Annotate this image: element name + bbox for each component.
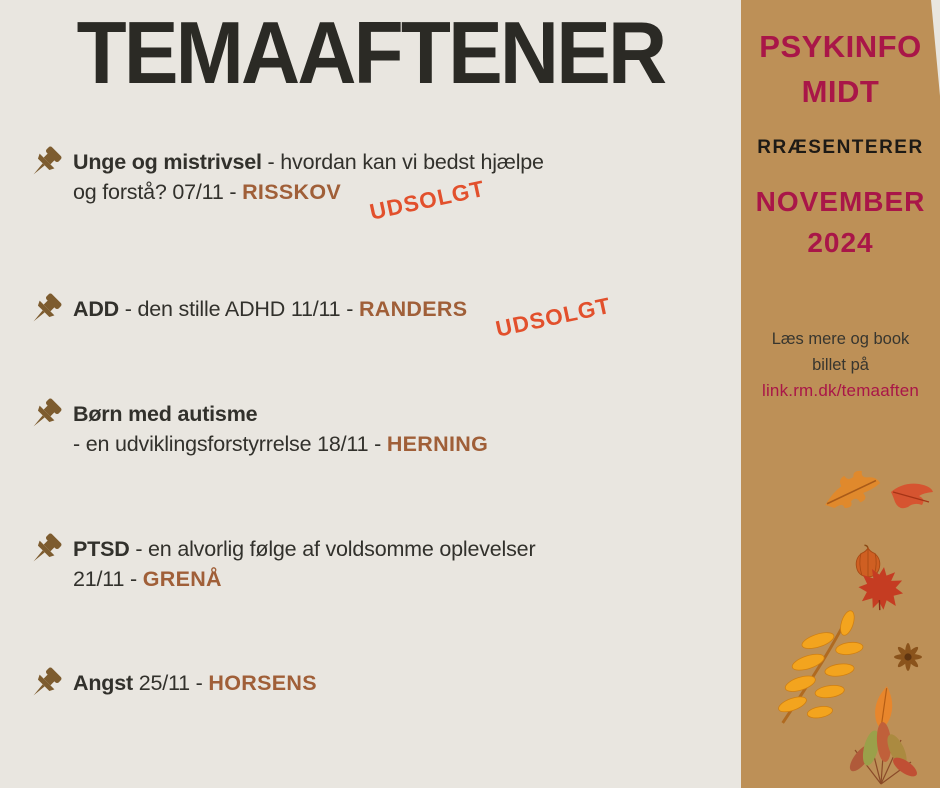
maple-leaf-image — [854, 563, 908, 614]
rowan-leaf-image — [767, 610, 865, 732]
booking-link: link.rm.dk/temaaften — [761, 381, 920, 400]
sidebar — [741, 0, 940, 788]
soldout-stamp: UDSOLGT — [367, 175, 488, 225]
event-city: RANDERS — [358, 297, 468, 321]
event-topic: Børn med autisme — [73, 402, 258, 426]
pushpin-icon — [26, 665, 64, 703]
pushpin-icon — [26, 396, 64, 434]
creeper-leaf-image — [837, 718, 923, 788]
month-line: NOVEMBER — [755, 186, 926, 217]
event-city: RISSKOV — [242, 180, 341, 204]
event-topic: Angst — [73, 671, 133, 695]
info-line2: billet på — [812, 356, 869, 374]
presents-label: RRÆSENTERER — [757, 137, 924, 158]
event-desc: 25/11 - — [132, 671, 209, 695]
event-topic: ADD — [73, 297, 119, 321]
pushpin-icon — [26, 144, 64, 182]
event-text — [73, 146, 544, 225]
booking-info — [741, 326, 940, 378]
info-line1: Læs mere og book — [771, 330, 910, 348]
brand-name — [741, 24, 940, 114]
red-leaf-fragment-image — [889, 480, 935, 514]
brand-line2: MIDT — [801, 74, 880, 109]
page-title: TEMAAFTENER — [76, 3, 665, 102]
event-text — [73, 533, 535, 594]
event-desc-line2: - en udviklingsforstyrrelse 18/11 - — [73, 432, 387, 456]
event-text — [73, 398, 488, 459]
star-anise-image — [891, 640, 925, 674]
pushpin-icon — [26, 531, 64, 569]
event-desc: - en alvorlig følge af voldsomme oplevelser — [129, 537, 536, 561]
event-text — [73, 667, 317, 698]
event-topic: Unge og mistrivsel — [73, 150, 262, 174]
event-item-ptsd — [26, 533, 535, 594]
brand-line1: PSYKINFO — [759, 29, 922, 64]
event-desc: - hvordan kan vi bedst hjælpe — [261, 150, 544, 174]
soldout-stamp: UDSOLGT — [493, 292, 614, 342]
event-item-unge-og-mistrivsel — [26, 146, 544, 225]
event-city: HERNING — [386, 432, 489, 456]
event-city: HORSENS — [208, 671, 317, 695]
event-city: GRENÅ — [142, 567, 222, 591]
event-desc: - den stille ADHD 11/11 - — [118, 297, 359, 321]
event-item-born-med-autisme — [26, 398, 488, 459]
event-text — [73, 292, 614, 342]
event-topic: PTSD — [73, 537, 130, 561]
year-line: 2024 — [807, 227, 874, 258]
pushpin-icon — [26, 291, 64, 329]
month-label — [741, 181, 940, 263]
event-desc-line2: og forstå? 07/11 - — [73, 180, 243, 204]
event-desc-line2: 21/11 - — [73, 567, 143, 591]
event-item-add — [26, 292, 614, 342]
oak-leaf-image — [819, 465, 888, 519]
event-item-angst — [26, 667, 317, 703]
